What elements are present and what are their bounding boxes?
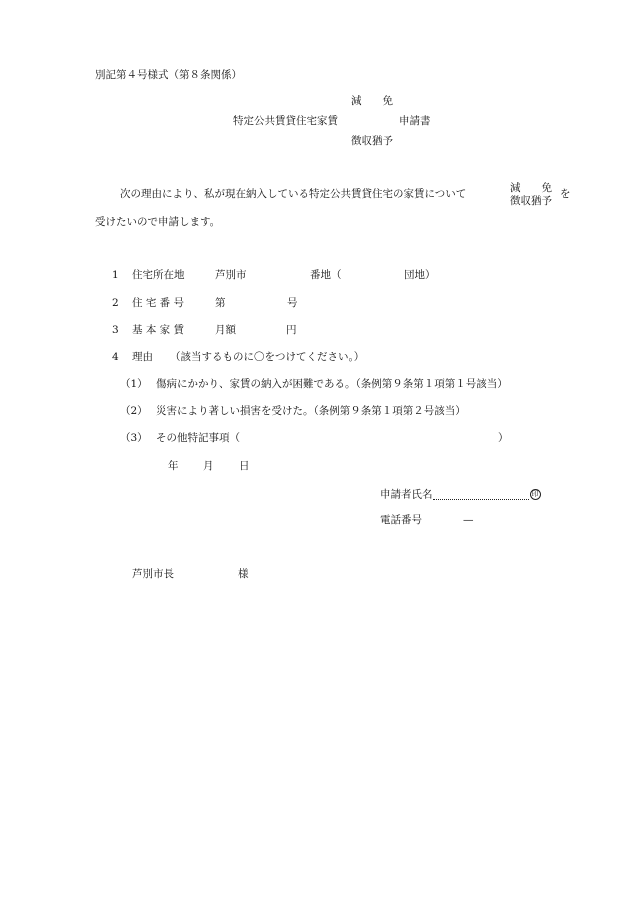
house-number-prefix: 第 bbox=[215, 297, 226, 309]
address-label: 住宅所在地 bbox=[132, 269, 185, 281]
reason-3-number: （3） bbox=[120, 432, 148, 444]
reason-2-number: （2） bbox=[120, 405, 148, 417]
intro-line1: 次の理由により、私が現在納入している特定公共賃貸住宅の家賃について bbox=[120, 188, 467, 200]
form-title-suffix: 申請書 bbox=[399, 115, 431, 127]
base-rent-label: 基 本 家 賃 bbox=[132, 324, 185, 336]
house-number-label: 住 宅 番 号 bbox=[132, 297, 185, 309]
intro-choice-exemption: 減 免 bbox=[510, 182, 552, 194]
house-number-suffix: 号 bbox=[287, 297, 298, 309]
reason-label: 理由 bbox=[132, 351, 153, 363]
title-option-deferral: 徴収猶予 bbox=[351, 135, 393, 147]
item-number: 1 bbox=[112, 269, 119, 281]
title-option-exemption: 減 免 bbox=[351, 95, 393, 107]
phone-label: 電話番号 bbox=[380, 514, 422, 526]
address-city: 芦別市 bbox=[215, 269, 247, 281]
intro-choice-deferral: 徴収猶予 bbox=[510, 195, 552, 207]
reason-3-text: その他特記事項（ bbox=[156, 432, 240, 444]
intro-line2: 受けたいので申請します。 bbox=[95, 216, 221, 228]
applicant-name-label: 申請者氏名 bbox=[380, 488, 433, 501]
date-month: 月 bbox=[203, 460, 214, 472]
reason-note: （該当するものに〇をつけてください。） bbox=[170, 351, 365, 363]
addressee-honorific: 様 bbox=[238, 568, 249, 580]
reason-2-text: 災害により著しい損害を受けた。（条例第９条第１項第２号該当） bbox=[156, 405, 466, 417]
date-day: 日 bbox=[239, 460, 250, 472]
reason-1-number: （1） bbox=[120, 378, 148, 390]
item-number: 4 bbox=[112, 351, 119, 363]
intro-particle: を bbox=[560, 188, 571, 200]
applicant-name-field[interactable] bbox=[433, 488, 529, 500]
phone-dash: — bbox=[463, 514, 474, 526]
base-rent-suffix: 円 bbox=[286, 324, 297, 336]
item-number: 3 bbox=[112, 324, 119, 336]
address-danchi: 団地） bbox=[404, 269, 436, 281]
base-rent-prefix: 月額 bbox=[215, 324, 236, 336]
date-year: 年 bbox=[168, 460, 179, 472]
reason-3-close: ） bbox=[498, 432, 509, 444]
address-banchi: 番地（ bbox=[310, 269, 342, 281]
addressee: 芦別市長 bbox=[132, 568, 174, 580]
item-number: 2 bbox=[112, 297, 119, 309]
seal-mark: 印 bbox=[531, 490, 539, 498]
form-header: 別記第４号様式（第８条関係） bbox=[95, 69, 242, 81]
reason-1-text: 傷病にかかり、家賃の納入が困難である。（条例第９条第１項第１号該当） bbox=[156, 378, 508, 390]
form-title: 特定公共賃貸住宅家賃 bbox=[233, 115, 338, 127]
applicant-row bbox=[380, 488, 541, 500]
